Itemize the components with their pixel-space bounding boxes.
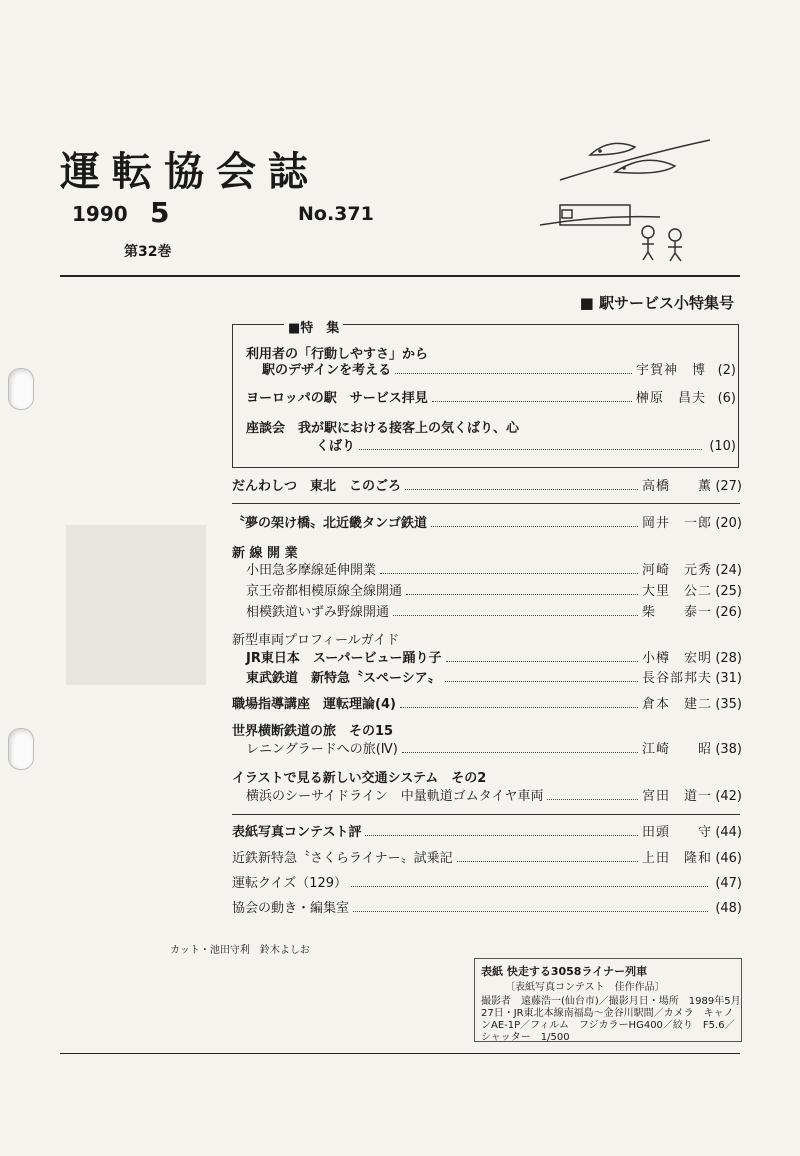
feature-1-row (262, 358, 736, 378)
masthead-rule (60, 275, 740, 277)
toc-page: (26) (715, 605, 742, 620)
background-photo-shadow (66, 525, 206, 685)
toc-heading-new-cars: 新型車両プロフィールガイド (232, 633, 400, 648)
toc-row-workplace (232, 692, 742, 712)
feature-2-page: (6) (717, 391, 736, 406)
leader-dots (402, 752, 638, 753)
toc-row-keio (232, 579, 742, 599)
toc-author: 上田 隆和 (641, 851, 712, 866)
toc-row-seaside-line (232, 784, 742, 804)
toc-author: 倉本 建二 (641, 697, 712, 712)
toc-title: だんわしつ 東北 このごろ (232, 479, 402, 494)
toc-page: (35) (715, 697, 742, 712)
cover-title: 表紙 快走する3058ライナー列車 (481, 965, 648, 978)
toc-title: 小田急多摩線延伸開業 (246, 563, 377, 578)
feature-3-title-line2: くばり (316, 439, 356, 454)
masthead-illustration (520, 110, 720, 270)
toc-row-spacia (232, 666, 742, 686)
toc-row-association-news (232, 896, 742, 916)
toc-title: 〝夢の架け橋〟北近畿タンゴ鉄道 (232, 516, 428, 531)
feature-3-page: (10) (709, 439, 736, 454)
toc-author: 宮田 道一 (641, 789, 712, 804)
issue-number: No.371 (298, 203, 374, 225)
toc-row-odakyu (232, 558, 742, 578)
toc-title: 協会の動き・編集室 (232, 901, 350, 916)
leader-dots (351, 886, 708, 887)
leader-dots (359, 449, 702, 450)
toc-row-tango (232, 511, 742, 531)
toc-heading-new-lines: 新 線 開 業 (232, 546, 298, 561)
toc-title: JR東日本 スーパービュー踊り子 (246, 651, 442, 666)
toc-page: (31) (715, 671, 742, 686)
leader-dots (365, 835, 638, 836)
toc-author: 柴 泰一 (641, 605, 712, 620)
feature-3-title-line1: 座談会 我が駅における接客上の気くばり、心 (246, 421, 520, 436)
toc-page: (25) (715, 584, 742, 599)
feature-1-title-line2: 駅のデザインを考える (262, 363, 392, 378)
binding-hole-top (8, 368, 34, 410)
toc-page: (28) (715, 651, 742, 666)
leader-dots (393, 615, 638, 616)
toc-title: 東武鉄道 新特急〝スペーシア〟 (246, 671, 441, 686)
binding-hole-bottom (8, 728, 34, 770)
feature-header: ■特 集 (284, 317, 343, 336)
toc-author: 江崎 昭 (641, 742, 712, 757)
feature-2-row (246, 386, 736, 406)
toc-title: 運転クイズ（129） (232, 876, 348, 891)
cover-line-2: 27日・JR東北本線南福島～金谷川駅間／カメラ キャノ (481, 1008, 734, 1019)
toc-row-danwashitsu (232, 474, 742, 494)
toc-row-superview (232, 646, 742, 666)
toc-row-photo-contest (232, 820, 742, 840)
toc-row-sotetsu (232, 600, 742, 620)
section-divider (232, 503, 740, 504)
toc-author: 大里 公二 (641, 584, 712, 599)
toc-title: 横浜のシーサイドライン 中量軌道ゴムタイヤ車両 (246, 789, 544, 804)
leader-dots (380, 573, 638, 574)
toc-page: (42) (715, 789, 742, 804)
feature-3-row (316, 434, 736, 454)
toc-title: 京王帝都相模原線全線開通 (246, 584, 403, 599)
cover-line-3: ンAE-1P／フィルム フジカラーHG400／絞り F5.6／ (481, 1020, 735, 1031)
leader-dots (431, 526, 638, 527)
issue-month: 5 (150, 196, 170, 229)
leader-dots (547, 799, 638, 800)
toc-heading-transit-systems: イラストで見る新しい交通システム その2 (232, 771, 487, 786)
toc-page: (27) (715, 479, 742, 494)
toc-title: 相模鉄道いずみ野線開通 (246, 605, 390, 620)
toc-title: 職場指導講座 運転理論(4) (232, 697, 396, 712)
magazine-title: 運転協会誌 (60, 149, 320, 195)
leader-dots (457, 861, 638, 862)
leader-dots (353, 911, 708, 912)
toc-page: (47) (715, 876, 742, 891)
volume-number: 第32巻 (124, 244, 172, 260)
toc-page: (46) (715, 851, 742, 866)
toc-page: (20) (715, 516, 742, 531)
issue-year: 1990 (72, 202, 128, 226)
toc-row-sakura-liner (232, 846, 742, 866)
leader-dots (406, 594, 638, 595)
toc-page: (38) (715, 742, 742, 757)
cover-caption-box (474, 958, 742, 1042)
feature-2-title: ヨーロッパの駅 サービス拝見 (246, 391, 428, 406)
toc-page: (48) (715, 901, 742, 916)
leader-dots (400, 707, 638, 708)
toc-page: (24) (715, 563, 742, 578)
feature-1-page: (2) (717, 363, 736, 378)
toc-title: 近鉄新特急〝さくらライナー〟試乗記 (232, 851, 453, 866)
toc-title: レニングラードへの旅(Ⅳ) (246, 742, 398, 757)
cover-line-4: シャッター 1/500 (481, 1032, 570, 1043)
toc-author: 田頭 守 (641, 825, 712, 840)
bottom-rule (60, 1053, 740, 1054)
leader-dots (432, 401, 632, 402)
illustration-credits: カット・池田守利 鈴木よしお (170, 945, 310, 956)
toc-author: 岡井 一郎 (641, 516, 712, 531)
toc-author: 小樽 宏明 (641, 651, 712, 666)
feature-1-title-line1: 利用者の「行動しやすさ」から (246, 347, 429, 362)
cover-subtitle: 〔表紙写真コンテスト 佳作作品〕 (505, 982, 665, 993)
toc-page: (44) (715, 825, 742, 840)
leader-dots (446, 661, 638, 662)
toc-title: 表紙写真コンテスト評 (232, 825, 362, 840)
feature-1-author: 宇賀神 博 (635, 363, 706, 378)
section-divider (232, 814, 740, 815)
toc-author: 長谷部邦夫 (641, 671, 712, 686)
cover-line-1: 撮影者 遠藤浩一(仙台市)／撮影月日・場所 1989年5月 (481, 996, 741, 1007)
toc-heading-world-rail: 世界横断鉄道の旅 その15 (232, 724, 394, 739)
special-issue-label: ■ 駅サービス小特集号 (579, 294, 734, 312)
toc-author: 河崎 元秀 (641, 563, 712, 578)
toc-row-quiz (232, 871, 742, 891)
toc-author: 高橋 薫 (641, 479, 712, 494)
leader-dots (395, 373, 632, 374)
leader-dots (445, 681, 638, 682)
feature-2-author: 榊原 昌夫 (635, 391, 706, 406)
toc-row-leningrad (232, 737, 742, 757)
leader-dots (405, 489, 638, 490)
